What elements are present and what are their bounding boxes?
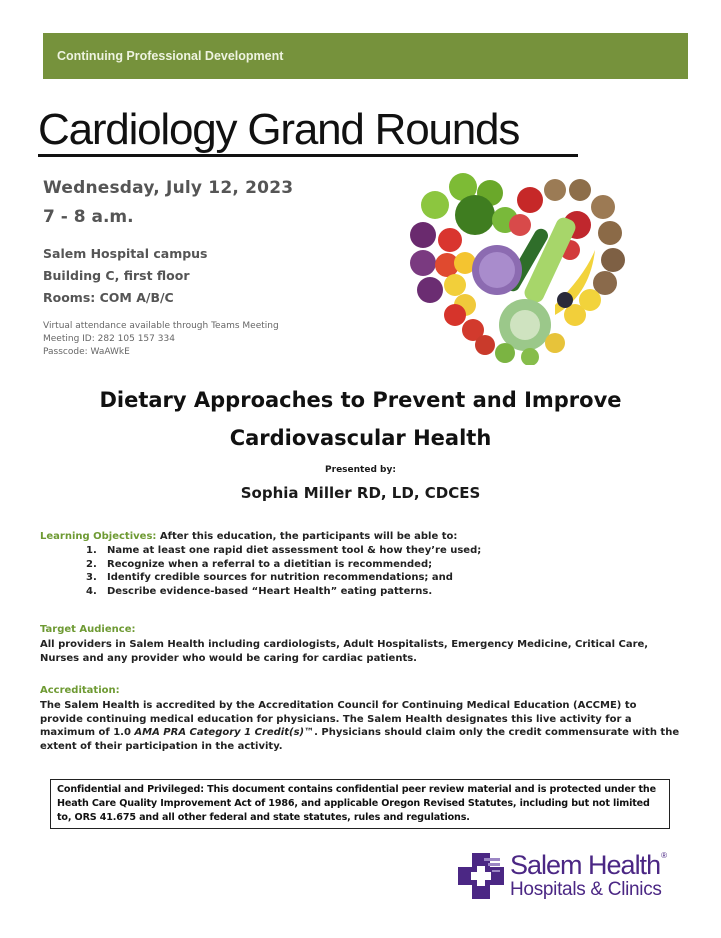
objective-number: 1. [86, 545, 97, 556]
target-audience-text: All providers in Salem Health including cardiologists, Adult Hospitalists, Emergency Medicine, Critical Care, Nurses and any provider who would be caring for cardiac patients. [40, 639, 649, 664]
objective-text: Identify credible sources for nutrition recommendations; and [107, 572, 453, 583]
logo-name-text: Salem Health [510, 850, 661, 880]
objective-item [86, 572, 481, 586]
learning-objectives-intro-text: After this education, the participants will be able to: [156, 531, 458, 542]
accreditation-text-part: . Physicians should claim only the credit commensurate with the extent of their participation in the activity. [40, 727, 680, 752]
page-title: Cardiology Grand Rounds [38, 108, 578, 157]
confidentiality-notice: Confidential and Privileged: This document contains confidential peer review material and is protected under the Heath Care Quality Improvement Act of 1986, and applicable Oregon Revised Statutes, including but not limited to, ORS 41.675 and all other federal and state statutes, rules and regulations. [50, 779, 670, 829]
objective-number: 4. [86, 585, 97, 597]
objective-text: Recognize when a referral to a dietitian is recommended; [107, 558, 433, 570]
logo-subtitle: Hospitals & Clinics [510, 879, 662, 900]
cross-logo-icon [458, 853, 504, 899]
heart-produce-image [405, 165, 625, 365]
registered-mark: ® [661, 851, 666, 860]
accreditation-label: Accreditation: [40, 685, 120, 696]
accreditation-text-part: The Salem Health is accredited by the Accreditation Council for Continuing Medical Education (ACCME) to provide continuing medical education for physicians. The Salem Health designates this live activity for a maximum of 1.0 [40, 700, 637, 738]
location-building: Building C, first floor [43, 268, 190, 283]
objective-number: 3. [86, 572, 97, 583]
event-date: Wednesday, July 12, 2023 [43, 178, 294, 198]
objective-item [86, 559, 481, 573]
objective-item [86, 545, 481, 559]
learning-objectives-list [86, 545, 481, 599]
accreditation-text [40, 699, 680, 753]
location-campus: Salem Hospital campus [43, 246, 208, 261]
location-rooms: Rooms: COM A/B/C [43, 290, 174, 305]
learning-objectives-intro [40, 531, 457, 542]
presented-by-label: Presented by: [325, 465, 396, 475]
presenter-name: Sophia Miller RD, LD, CDCES [240, 484, 481, 502]
salem-health-logo [458, 852, 666, 899]
learning-objectives-label: Learning Objectives: [40, 531, 157, 542]
header-banner [43, 33, 688, 79]
objective-text: Describe evidence-based “Heart Health” eating patterns. [107, 585, 433, 597]
talk-title-line2: Cardiovascular Health [229, 426, 492, 450]
event-time: 7 - 8 a.m. [43, 207, 134, 227]
meeting-id: Meeting ID: 282 105 157 334 [43, 334, 175, 344]
credit-designation: AMA PRA Category 1 Credit(s)™ [134, 727, 315, 738]
banner-label: Continuing Professional Development [57, 49, 284, 63]
objective-item [86, 586, 481, 600]
target-audience-label: Target Audience: [40, 624, 136, 635]
virtual-attendance: Virtual attendance available through Teams Meeting [43, 321, 279, 331]
objective-number: 2. [86, 558, 97, 570]
objective-text: Name at least one rapid diet assessment tool & how they’re used; [107, 545, 482, 556]
talk-title-line1: Dietary Approaches to Prevent and Improve [99, 388, 622, 412]
passcode: Passcode: WaAWkE [43, 347, 130, 357]
logo-name [510, 852, 666, 879]
